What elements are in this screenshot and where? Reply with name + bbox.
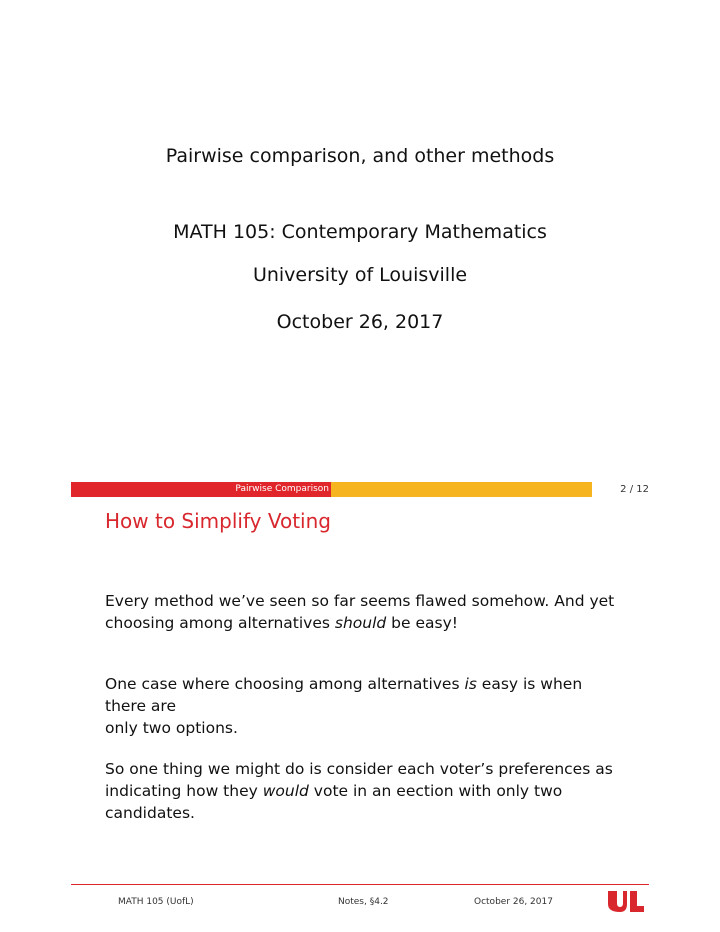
paragraph-line: So one thing we might do is consider each voter’s preferences as <box>105 760 613 778</box>
paragraph-3 <box>105 758 625 824</box>
header-bar-yellow-segment <box>331 482 592 497</box>
paragraph-line: indicating how they would vote in an eection with only two <box>105 782 563 800</box>
emphasis: should <box>334 614 387 632</box>
footer-center: Notes, §4.2 <box>338 897 389 907</box>
footer-rule <box>71 884 649 885</box>
frame-title: How to Simplify Voting <box>105 509 331 533</box>
page-number: 2 / 12 <box>620 484 649 495</box>
emphasis: is <box>464 675 477 693</box>
presentation-title: Pairwise comparison, and other methods <box>165 145 555 167</box>
slide-header-bar <box>71 482 649 497</box>
paragraph-line: Every method we’ve seen so far seems flawed somehow. And yet <box>105 592 615 610</box>
paragraph-2 <box>105 673 625 739</box>
paragraph-line: candidates. <box>105 804 195 822</box>
emphasis: would <box>262 782 309 800</box>
university-of-louisville-logo <box>606 889 646 913</box>
paragraph-1 <box>105 590 625 634</box>
section-label: Pairwise Comparison <box>235 484 329 494</box>
paragraph-line: choosing among alternatives should be easy! <box>105 614 458 632</box>
presentation-date: October 26, 2017 <box>276 311 444 333</box>
svg-text:OF: OF <box>616 897 624 903</box>
institution: University of Louisville <box>252 264 468 286</box>
course-name: MATH 105: Contemporary Mathematics <box>173 221 547 243</box>
paragraph-line: One case where choosing among alternatives is easy is when there are <box>105 675 583 715</box>
footer-left: MATH 105 (UofL) <box>118 897 194 907</box>
paragraph-line: only two options. <box>105 719 238 737</box>
footer-right: October 26, 2017 <box>474 897 553 907</box>
